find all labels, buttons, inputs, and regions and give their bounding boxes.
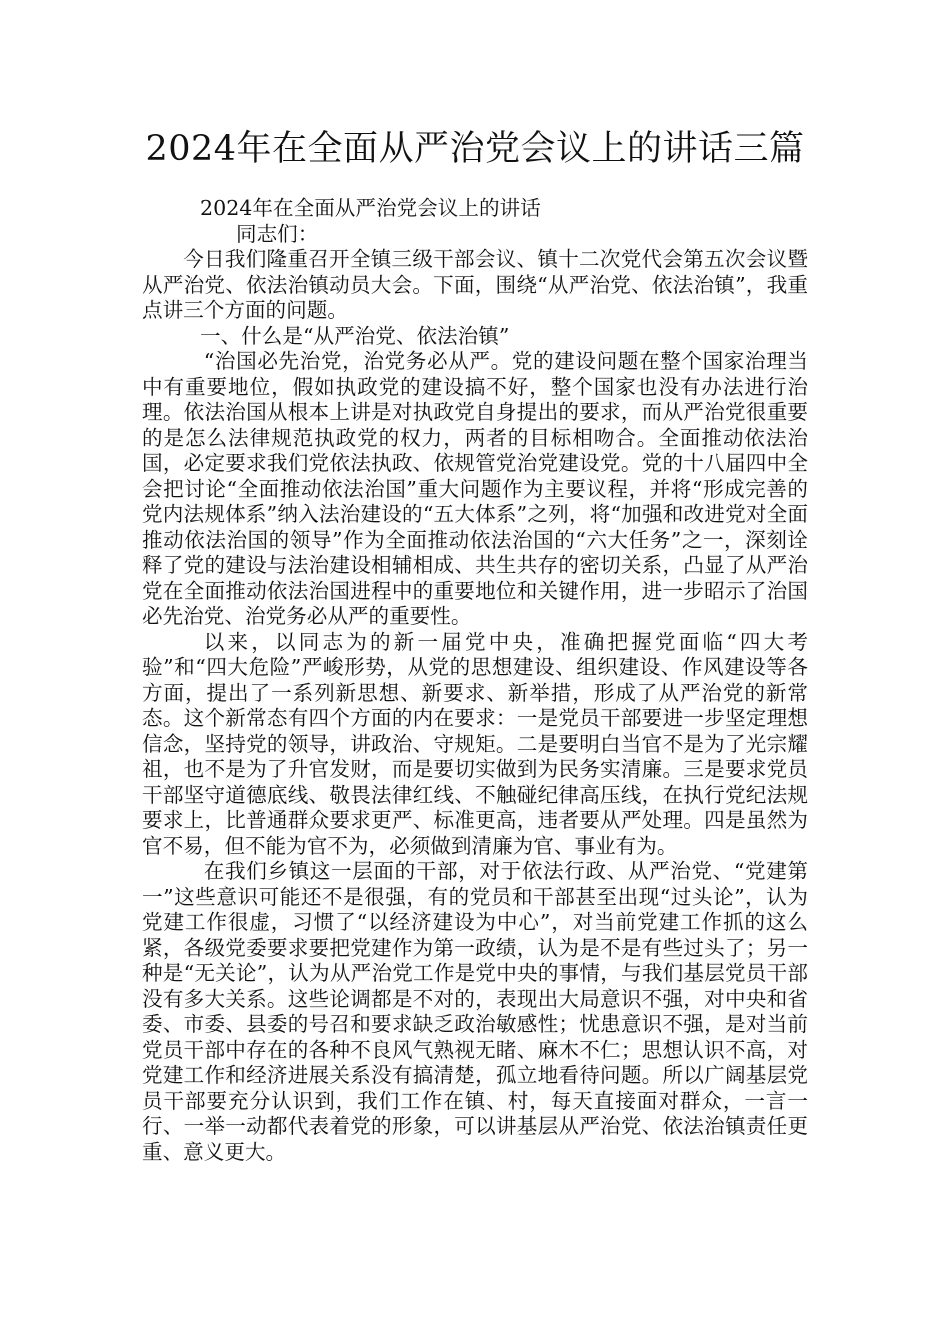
document-title: 2024年在全面从严治党会议上的讲话三篇: [145, 129, 805, 169]
salutation: 同志们：: [236, 221, 319, 246]
section-heading: 一、什么是“从严治党、依法治镇”: [200, 323, 510, 348]
intro-paragraph: 今日我们隆重召开全镇三级干部会议、镇十二次党代会第五次会议暨从严治党、依法治镇动员大会。下面，围绕“从严治党、依法治镇”，我重点讲三个方面的问题。: [142, 247, 808, 322]
body-paragraph: 以来，以同志为的新一届党中央，准确把握党面临“四大考验”和“四大危险”严峻形势，从党的思想建设、组织建设、作风建设等各方面，提出了一系列新思想、新要求、新举措，形成了从严治党的新常态。这个新常态有四个方面的内在要求：一是党员干部要进一步坚定理想信念，坚持党的领导，讲政治、守规矩。二是要明白当官不是为了光宗耀祖，也不是为了升官发财，而是要切实做到为民务实清廉。三是要求党员干部坚守道德底线、敬畏法律红线、不触碰纪律高压线，在执行党纪法规要求上，比普通群众要求更严、标准更高，违者要从严处理。四是虽然为官不易，但不能为官不为，必须做到清廉为官、事业有为。: [142, 629, 808, 858]
speech-subtitle: 2024年在全面从严治党会议上的讲话: [200, 196, 541, 220]
body-paragraph: 在我们乡镇这一层面的干部，对于依法行政、从严治党、“党建第一”这些意识可能还不是很强，有的党员和干部甚至出现“过头论”，认为党建工作很虚，习惯了“以经济建设为中心”，对当前党建工作抓的这么紧，各级党委要求要把党建作为第一政绩，认为是不是有些过头了；另一种是“无关论”，认为从严治党工作是党中央的事情，与我们基层党员干部没有多大关系。这些论调都是不对的，表现出大局意识不强，对中央和省委、市委、县委的号召和要求缺乏政治敏感性；忧患意识不强，是对当前党员干部中存在的各种不良风气熟视无睹、麻木不仁；思想认识不高，对党建工作和经济进展关系没有搞清楚，孤立地看待问题。所以广阔基层党员干部要充分认识到，我们工作在镇、村，每天直接面对群众，一言一行、一举一动都代表着党的形象，可以讲基层从严治党、依法治镇责任更重、意义更大。: [142, 859, 808, 1164]
document-body: [142, 196, 808, 1165]
body-paragraph: “治国必先治党，治党务必从严。党的建设问题在整个国家治理当中有重要地位，假如执政党的建设搞不好，整个国家也没有办法进行治理。依法治国从根本上讲是对执政党自身提出的要求，而从严治党很重要的是怎么法律规范执政党的权力，两者的目标相吻合。全面推动依法治国，必定要求我们党依法执政、依规管党治党建设党。党的十八届四中全会把讨论“全面推动依法治国”重大问题作为主要议程，并将“形成完善的党内法规体系”纳入法治建设的“五大体系”之列，将“加强和改进党对全面推动依法治国的领导”作为全面推动依法治国的“六大任务”之一，深刻诠释了党的建设与法治建设相辅相成、共生共存的密切关系，凸显了从严治党在全面推动依法治国进程中的重要地位和关键作用，进一步昭示了治国必先治党、治党务必从严的重要性。: [142, 349, 809, 628]
